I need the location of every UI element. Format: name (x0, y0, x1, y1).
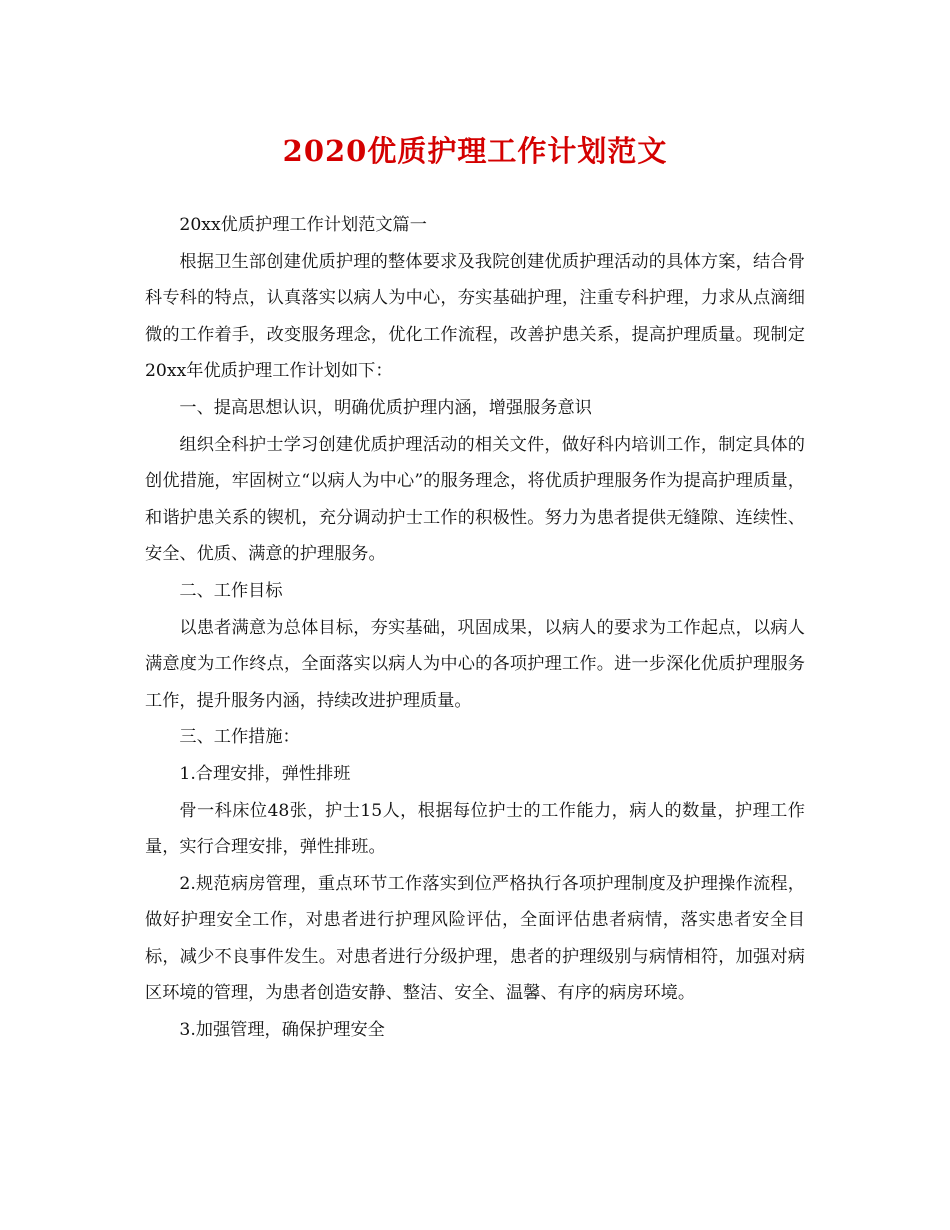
section-heading-goals: 二、工作目标 (179, 580, 283, 601)
document-body (145, 207, 805, 1049)
subheading-scheduling: 1.合理安排，弹性排班 (179, 763, 351, 784)
paragraph-goals: 以患者满意为总体目标，夯实基础，巩固成果，以病人的要求为工作起点，以病人满意度为工作终点，全面落实以病人为中心的各项护理工作。进一步深化优质护理服务工作，提升服务内涵，持续改进护理质量。 (145, 617, 805, 711)
section-heading-plan-one: 20xx优质护理工作计划范文篇一 (179, 215, 427, 235)
document-title: 2020优质护理工作计划范文 (282, 134, 668, 168)
section-heading-awareness: 一、提高思想认识，明确优质护理内涵，增强服务意识 (179, 397, 592, 418)
paragraph-awareness: 组织全科护士学习创建优质护理活动的相关文件，做好科内培训工作，制定具体的创优措施，牢固树立“以病人为中心”的服务理念，将优质护理服务作为提高护理质量，和谐护患关系的锲机，充分调动护士工作的积极性。努力为患者提供无缝隙、连续性、安全、优质、满意的护理服务。 (145, 434, 805, 565)
section-heading-measures: 三、工作措施： (179, 727, 300, 748)
subheading-safety: 3.加强管理，确保护理安全 (179, 1020, 385, 1041)
paragraph-ward-management: 2.规范病房管理，重点环节工作落实到位严格执行各项护理制度及护理操作流程，做好护理安全工作，对患者进行护理风险评估，全面评估患者病情，落实患者安全目标，减少不良事件发生。对患者进行分级护理，患者的护理级别与病情相符，加强对病区环境的管理，为患者创造安静、整洁、安全、温馨、有序的病房环境。 (145, 873, 805, 1004)
paragraph-intro: 根据卫生部创建优质护理的整体要求及我院创建优质护理活动的具体方案，结合骨科专科的特点，认真落实以病人为中心，夯实基础护理，注重专科护理，力求从点滴细微的工作着手，改变服务理念，优化工作流程，改善护患关系，提高护理质量。现制定20xx年优质护理工作计划如下： (145, 251, 805, 382)
paragraph-scheduling: 骨一科床位48张，护士15人，根据每位护士的工作能力，病人的数量，护理工作量，实行合理安排，弹性排班。 (145, 800, 805, 858)
